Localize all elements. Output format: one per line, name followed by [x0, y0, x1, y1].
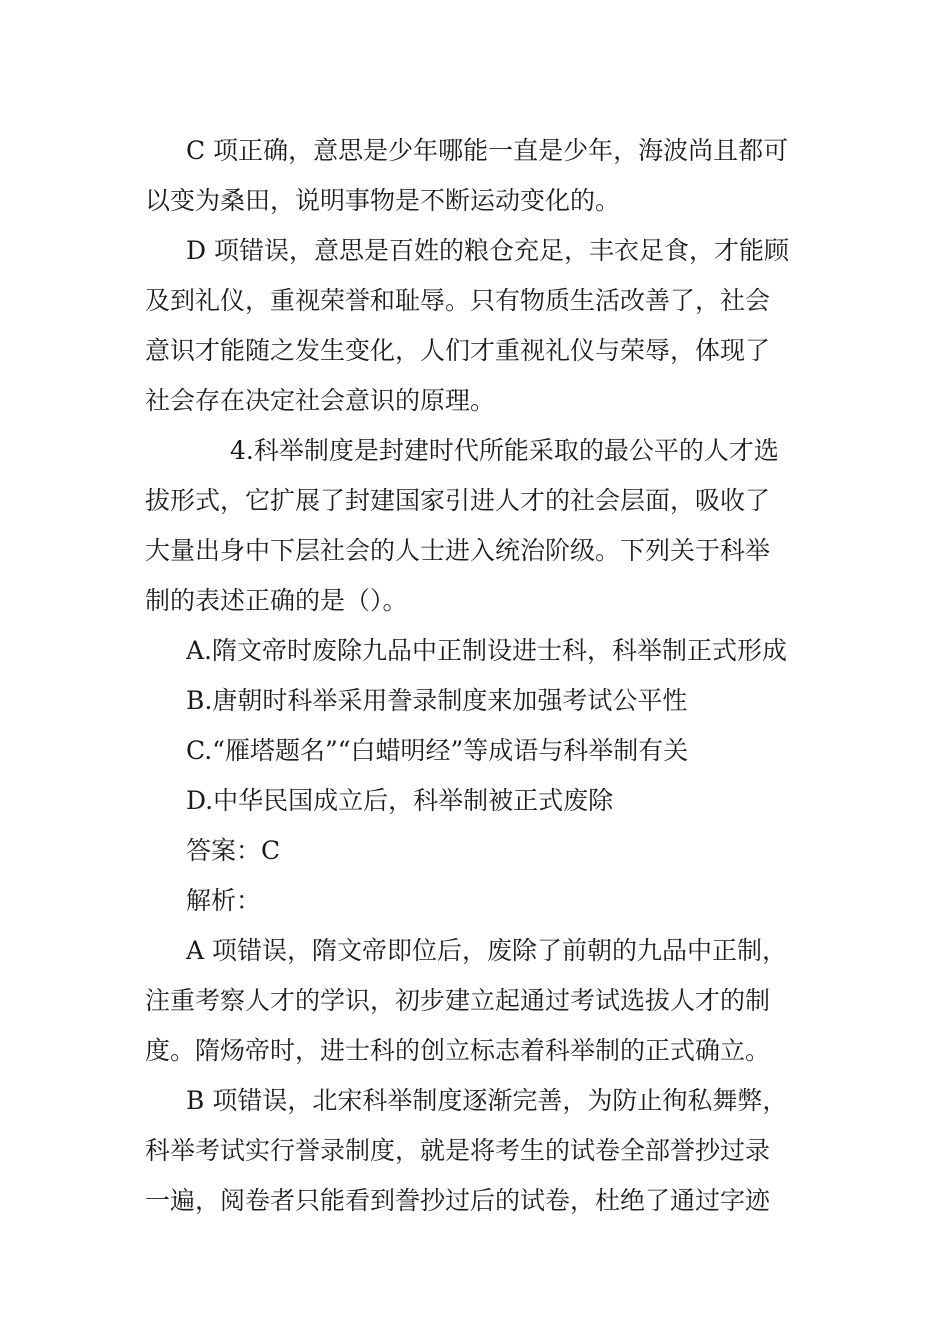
analysis-heading: 解析：	[186, 886, 262, 915]
paragraph-b-analysis-line-1: B 项错误，北宋科举制度逐渐完善，为防止徇私舞弊，	[186, 1086, 788, 1115]
question-4-stem-line-2: 拔形式，它扩展了封建国家引进人才的社会层面，吸收了	[145, 486, 771, 515]
paragraph-b-analysis-line-2: 科举考试实行誉录制度，就是将考生的试卷全部誉抄过录	[145, 1136, 771, 1165]
option-c: C.“雁塔题名”“白蜡明经”等成语与科举制有关	[186, 736, 689, 765]
paragraph-d-analysis-line-1: D 项错误，意思是百姓的粮仓充足，丰衣足食，才能顾	[186, 236, 789, 265]
question-4-stem-line-1: 4.科举制度是封建时代所能采取的最公平的人才选	[230, 436, 779, 465]
option-a: A.隋文帝时废除九品中正制设进士科，科举制正式形成	[186, 636, 788, 665]
paragraph-d-analysis-line-3: 意识才能随之发生变化，人们才重视礼仪与荣辱，体现了	[145, 336, 771, 365]
question-4-stem-line-3: 大量出身中下层社会的人士进入统治阶级。下列关于科举	[145, 536, 771, 565]
answer-line: 答案：C	[186, 836, 281, 865]
paragraph-a-analysis-line-2: 注重考察人才的学识，初步建立起通过考试选拔人才的制	[145, 986, 771, 1015]
paragraph-a-analysis-line-1: A 项错误，隋文帝即位后，废除了前朝的九品中正制，	[186, 936, 788, 965]
option-d: D.中华民国成立后，科举制被正式废除	[186, 786, 614, 815]
paragraph-c-analysis-line-2: 以变为桑田，说明事物是不断运动变化的。	[145, 186, 621, 215]
paragraph-d-analysis-line-2: 及到礼仪，重视荣誉和耻辱。只有物质生活改善了，社会	[145, 286, 771, 315]
paragraph-c-analysis-line-1: C 项正确，意思是少年哪能一直是少年，海波尚且都可	[186, 136, 789, 165]
paragraph-a-analysis-line-3: 度。隋炀帝时，进士科的创立标志着科举制的正式确立。	[145, 1036, 771, 1065]
question-4-stem-line-4: 制的表述正确的是（）。	[145, 586, 408, 615]
paragraph-b-analysis-line-3: 一遍，阅卷者只能看到誊抄过后的试卷，杜绝了通过字迹	[145, 1186, 771, 1215]
paragraph-d-analysis-line-4: 社会存在决定社会意识的原理。	[145, 386, 496, 415]
option-b: B.唐朝时科举采用誊录制度来加强考试公平性	[186, 686, 688, 715]
